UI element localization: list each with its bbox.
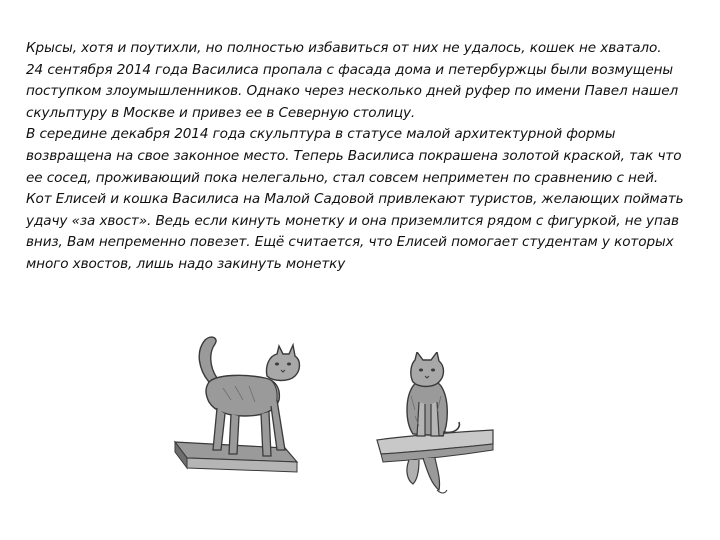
paragraph-disappearance: 24 сентября 2014 года Василиса пропала с фасада дома и петербуржцы были возмущены поступком злоумышленников. Однако через несколько дней руфер по имени Павел нашел скульптуру в Москве и привез ее в Северную столицу. — [26, 61, 679, 121]
body-text — [26, 38, 694, 276]
sitting-cat-sketch — [375, 352, 495, 497]
paragraph-rats: Крысы, хотя и поутихли, но полностью избавиться от них не удалось, кошек не хватало. — [26, 40, 662, 56]
paragraph-return: В середине декабря 2014 года скульптура в статусе малой архитектурной формы возвращена на свое законное место. Теперь Василиса покрашена золотой краской, так что ее сосед, проживающий пока нелегально, стал совсем неприметен по сравнению с ней. — [26, 126, 682, 186]
paragraph-tradition: Кот Елисей и кошка Василиса на Малой Садовой привлекают туристов, желающих поймать удачу «за хвост». Ведь если кинуть монетку и она приземлится рядом с фигуркой, не упав вниз, Вам непременно повезет. Ещё считается, что Елисей помогает студентам у которых много хвостов, лишь надо закинуть монетку — [26, 191, 684, 272]
standing-cat-sketch — [165, 330, 315, 480]
